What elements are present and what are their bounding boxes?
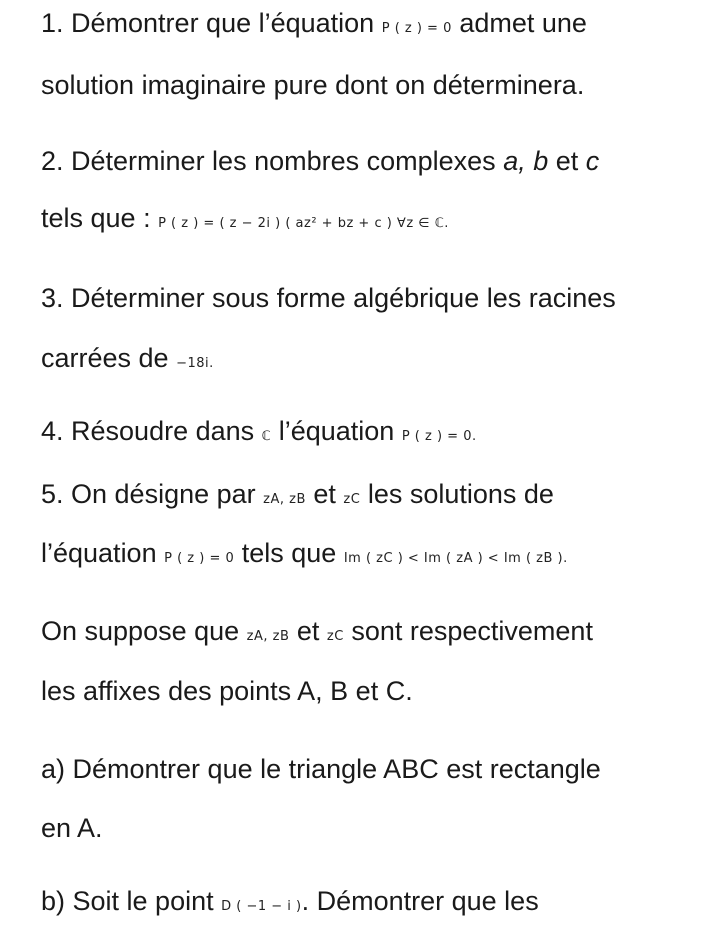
question-5-line-1	[41, 481, 554, 508]
math-expression: zC	[326, 629, 344, 644]
text-segment: l’équation	[271, 416, 402, 446]
text-segment: en A.	[41, 813, 103, 843]
question-4-line	[41, 418, 477, 445]
text-segment: tels que :	[41, 203, 159, 233]
math-expression: zC	[343, 492, 361, 507]
variable-c: c	[585, 146, 600, 176]
text-segment: admet une	[451, 8, 587, 38]
math-expression: zA, zB	[246, 629, 290, 644]
assumption-line-1	[41, 618, 593, 645]
text-segment: 1. Démontrer que l’équation	[41, 8, 382, 38]
text-segment: 5. On désigne par	[41, 479, 264, 509]
text-segment: tels que	[234, 538, 344, 568]
text-segment: . Démontrer que les	[301, 886, 539, 916]
question-3-line-2	[41, 345, 214, 372]
question-2-line-1	[41, 148, 599, 175]
text-segment: l’équation	[41, 538, 165, 568]
math-expression: P ( z ) = 0	[164, 551, 235, 566]
math-expression: P ( z ) = ( z − 2i ) ( az² + bz + c ) ∀z ∈ ℂ.	[158, 216, 449, 231]
question-1-line-1	[41, 10, 587, 37]
text-segment: 2. Déterminer les nombres complexes	[41, 146, 504, 176]
math-expression: zA, zB	[263, 492, 306, 507]
text-segment: les affixes des points A, B et C.	[41, 676, 413, 706]
question-b-line-1	[41, 888, 539, 915]
text-segment: b) Soit le point	[41, 886, 222, 916]
math-expression: P ( z ) = 0.	[401, 429, 477, 444]
text-segment: les solutions de	[360, 479, 554, 509]
question-3-line-1	[41, 285, 616, 312]
text-segment: et	[289, 616, 327, 646]
text-segment: carrées de	[41, 343, 177, 373]
text-segment: sont respectivement	[343, 616, 593, 646]
question-a-line-2	[41, 815, 103, 842]
assumption-line-2	[41, 678, 413, 705]
math-expression: Im ( zC ) < Im ( zA ) < Im ( zB ).	[343, 551, 568, 566]
text-segment: On suppose que	[41, 616, 247, 646]
text-segment: et	[305, 479, 344, 509]
math-expression: −18i.	[176, 356, 214, 371]
math-expression: P ( z ) = 0	[381, 21, 452, 36]
text-segment: a) Démontrer que le triangle ABC est rectangle	[41, 754, 601, 784]
question-a-line-1	[41, 756, 601, 783]
question-2-line-2	[41, 205, 449, 232]
text-segment: solution imaginaire pure dont on déterminera.	[41, 70, 585, 100]
variables-a-b: a, b	[503, 146, 549, 176]
math-expression: D ( −1 − i )	[221, 899, 302, 914]
question-5-line-2	[41, 540, 568, 567]
text-segment: et	[548, 146, 586, 176]
question-1-line-2	[41, 72, 584, 99]
math-set-c: ℂ	[261, 429, 272, 444]
text-segment: 3. Déterminer sous forme algébrique les racines	[41, 283, 616, 313]
text-segment: 4. Résoudre dans	[41, 416, 262, 446]
